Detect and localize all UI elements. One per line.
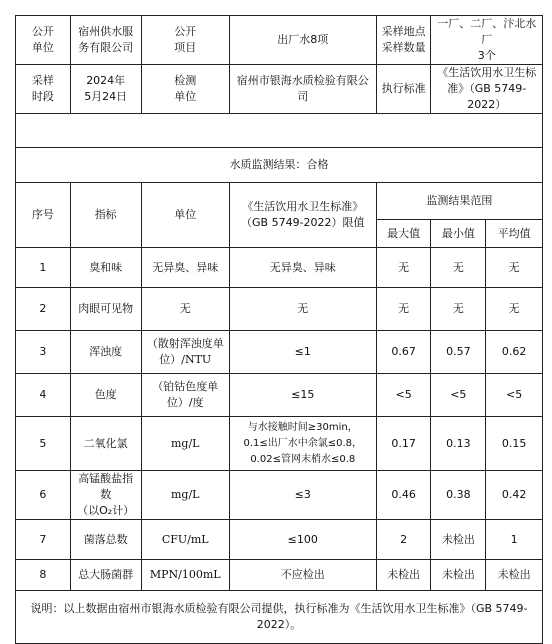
row-indicator: 总大肠菌群 <box>70 560 141 591</box>
row-unit: （散射浑浊度单位）/NTU <box>141 331 229 374</box>
row-min: 无 <box>431 248 486 288</box>
row-indicator: 二氧化氯 <box>70 417 141 471</box>
row-unit: mg/L <box>141 471 229 520</box>
row-min: 无 <box>431 288 486 331</box>
col-indicator-header: 指标 <box>70 183 141 248</box>
row-no: 4 <box>16 374 71 417</box>
testing-unit-value: 宿州市银海水质检验有限公司 <box>229 65 376 114</box>
row-indicator: 浑浊度 <box>70 331 141 374</box>
row-indicator: 肉眼可见物 <box>70 288 141 331</box>
column-header-row <box>16 183 543 220</box>
sampling-period-label: 采样 时段 <box>16 65 71 114</box>
testing-unit-label: 检测 单位 <box>141 65 229 114</box>
row-max: 2 <box>376 520 431 560</box>
table-row <box>16 417 543 471</box>
table-row <box>16 248 543 288</box>
row-unit: MPN/100mL <box>141 560 229 591</box>
table-row <box>16 331 543 374</box>
row-unit: （铂钴色度单位）/度 <box>141 374 229 417</box>
row-avg: <5 <box>486 374 543 417</box>
row-limit: 不应检出 <box>229 560 376 591</box>
row-avg: 无 <box>486 248 543 288</box>
row-max: 无 <box>376 248 431 288</box>
col-limit-header: 《生活饮用水卫生标准》 （GB 5749-2022）限值 <box>229 183 376 248</box>
row-avg: 1 <box>486 520 543 560</box>
row-indicator: 高锰酸盐指数 （以O₂计） <box>70 471 141 520</box>
table-row <box>16 471 543 520</box>
standard-label: 执行标准 <box>376 65 431 114</box>
sampling-period-value: 2024年 5月24日 <box>70 65 141 114</box>
row-indicator: 臭和味 <box>70 248 141 288</box>
note-row <box>16 591 543 644</box>
row-avg: 0.62 <box>486 331 543 374</box>
row-limit: 无异臭、异味 <box>229 248 376 288</box>
row-no: 5 <box>16 417 71 471</box>
row-no: 2 <box>16 288 71 331</box>
row-avg: 未检出 <box>486 560 543 591</box>
row-min: 0.13 <box>431 417 486 471</box>
table-row <box>16 560 543 591</box>
table-row <box>16 288 543 331</box>
publish-unit-label: 公开 单位 <box>16 16 71 65</box>
col-min-header: 最小值 <box>431 220 486 248</box>
col-avg-header: 平均值 <box>486 220 543 248</box>
row-max: 未检出 <box>376 560 431 591</box>
row-max: 0.67 <box>376 331 431 374</box>
publish-unit-value: 宿州供水服务有限公司 <box>70 16 141 65</box>
table-row <box>16 374 543 417</box>
row-unit: 无异臭、异味 <box>141 248 229 288</box>
row-avg: 0.15 <box>486 417 543 471</box>
row-indicator: 菌落总数 <box>70 520 141 560</box>
result-row <box>16 148 543 183</box>
standard-value: 《生活饮用水卫生标准》（GB 5749-2022） <box>431 65 543 114</box>
row-min: <5 <box>431 374 486 417</box>
row-limit: ≤1 <box>229 331 376 374</box>
row-limit: ≤3 <box>229 471 376 520</box>
row-no: 3 <box>16 331 71 374</box>
row-max: <5 <box>376 374 431 417</box>
col-unit-header: 单位 <box>141 183 229 248</box>
row-limit: 无 <box>229 288 376 331</box>
footnote: 说明：以上数据由宿州市银海水质检验有限公司提供，执行标准为《生活饮用水卫生标准》（GB 5749-2022）。 <box>16 591 543 644</box>
sampling-site-label: 采样地点 采样数量 <box>376 16 431 65</box>
sampling-site-value: 一厂、二厂、汴北水厂 3个 <box>431 16 543 65</box>
row-unit: CFU/mL <box>141 520 229 560</box>
row-unit: 无 <box>141 288 229 331</box>
row-min: 0.38 <box>431 471 486 520</box>
row-no: 8 <box>16 560 71 591</box>
row-min: 0.57 <box>431 331 486 374</box>
publish-item-label: 公开 项目 <box>141 16 229 65</box>
row-no: 1 <box>16 248 71 288</box>
row-no: 7 <box>16 520 71 560</box>
row-max: 0.17 <box>376 417 431 471</box>
row-avg: 无 <box>486 288 543 331</box>
row-no: 6 <box>16 471 71 520</box>
table-row <box>16 520 543 560</box>
col-no-header: 序号 <box>16 183 71 248</box>
row-avg: 0.42 <box>486 471 543 520</box>
water-quality-table <box>15 15 543 644</box>
monitoring-result: 水质监测结果：合格 <box>16 148 543 183</box>
row-min: 未检出 <box>431 520 486 560</box>
row-min: 未检出 <box>431 560 486 591</box>
spacer-row <box>16 114 543 148</box>
row-max: 0.46 <box>376 471 431 520</box>
row-unit: mg/L <box>141 417 229 471</box>
header-row-1 <box>16 16 543 65</box>
header-row-2 <box>16 65 543 114</box>
row-limit: ≤100 <box>229 520 376 560</box>
col-max-header: 最大值 <box>376 220 431 248</box>
row-limit: 与水接触时间≥30min， 0.1≤出厂水中余氯≤0.8， 0.02≤管网末梢水≤0.8 <box>229 417 376 471</box>
row-indicator: 色度 <box>70 374 141 417</box>
col-range-header: 监测结果范围 <box>376 183 542 220</box>
row-limit: ≤15 <box>229 374 376 417</box>
row-max: 无 <box>376 288 431 331</box>
publish-item-value: 出厂水8项 <box>229 16 376 65</box>
